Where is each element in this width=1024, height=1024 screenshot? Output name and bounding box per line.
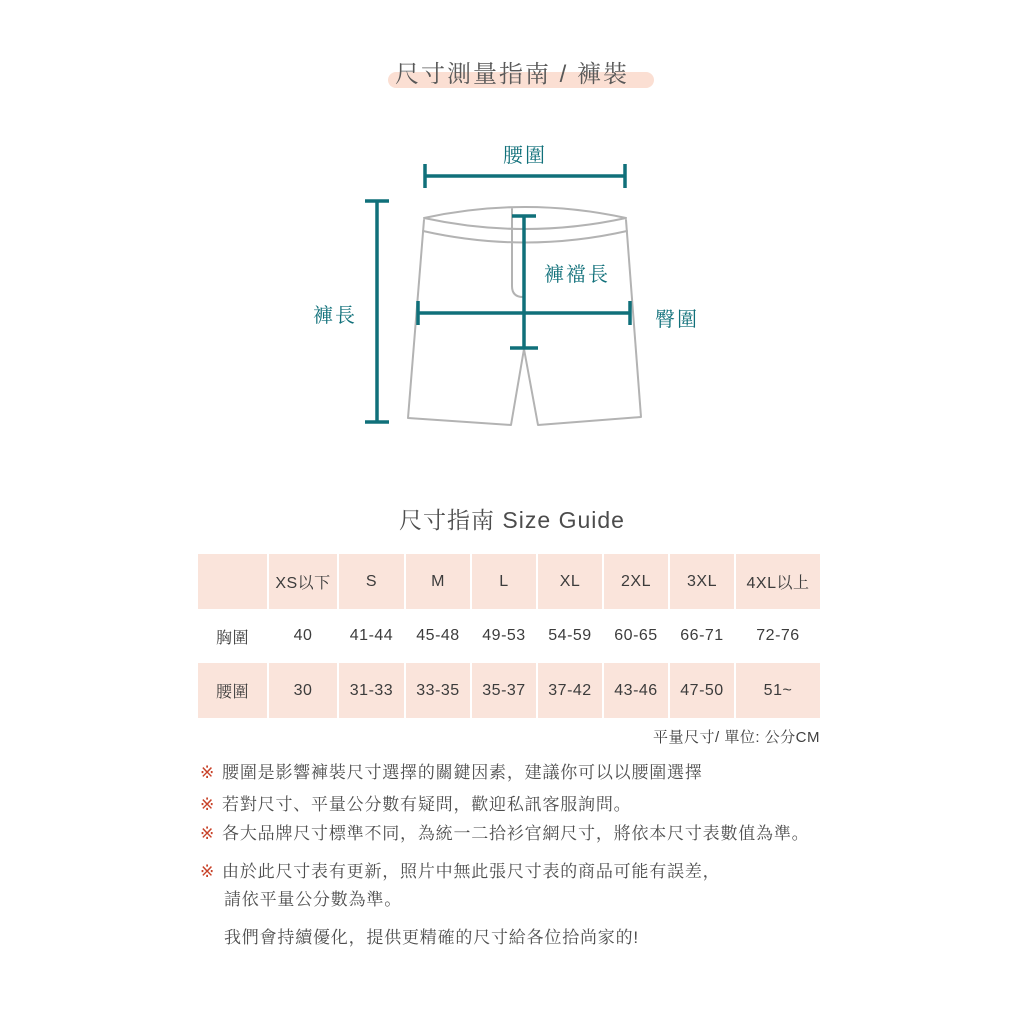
unit-note: 平量尺寸/ 單位: 公分CM bbox=[653, 729, 820, 746]
note-text: 腰圍是影響褲裝尺寸選擇的關鍵因素，建議你可以以腰圍選擇 bbox=[222, 763, 703, 782]
waist-value-l: 35-37 bbox=[472, 663, 538, 718]
shorts-measurement-diagram bbox=[0, 0, 1024, 480]
waist-value-3xl: 47-50 bbox=[670, 663, 736, 718]
chest-value-m: 45-48 bbox=[406, 609, 472, 663]
note-text: 由於此尺寸表有更新，照片中無此張尺寸表的商品可能有誤差， bbox=[222, 862, 721, 881]
chest-value-2xl: 60-65 bbox=[604, 609, 670, 663]
header-cell-3xl: 3XL bbox=[670, 554, 736, 609]
closing-note: 我們會持續優化，提供更精確的尺寸給各位拾尚家的! bbox=[224, 928, 639, 947]
row-label-chest: 胸圍 bbox=[198, 609, 269, 663]
chest-value-s: 41-44 bbox=[339, 609, 406, 663]
row-label-waist: 腰圍 bbox=[198, 663, 269, 718]
note-item-2 bbox=[200, 795, 631, 815]
waist-label: 腰圍 bbox=[503, 145, 547, 167]
header-cell-l: L bbox=[472, 554, 538, 609]
waist-value-2xl: 43-46 bbox=[604, 663, 670, 718]
note-text: 各大品牌尺寸標準不同，為統一二拾衫官網尺寸，將依本尺寸表數值為準。 bbox=[222, 824, 810, 843]
header-cell-2xl: 2XL bbox=[604, 554, 670, 609]
size-guide-heading: 尺寸指南 Size Guide bbox=[399, 507, 625, 533]
note-text: 若對尺寸、平量公分數有疑問，歡迎私訊客服詢問。 bbox=[222, 795, 632, 814]
waist-value-xl: 37-42 bbox=[538, 663, 604, 718]
header-cell-blank bbox=[198, 554, 269, 609]
page-title: 尺寸測量指南 / 褲裝 bbox=[394, 61, 629, 88]
header-cell-4xl: 4XL以上 bbox=[746, 575, 810, 592]
chest-value-4xl: 72-76 bbox=[756, 627, 800, 644]
hip-label: 臀圍 bbox=[655, 309, 699, 331]
waist-value-s: 31-33 bbox=[339, 663, 406, 718]
length-label: 褲長 bbox=[313, 305, 357, 327]
waist-value-4xl: 51~ bbox=[763, 681, 793, 699]
chest-value-xl: 54-59 bbox=[538, 609, 604, 663]
note-marker-icon: ※ bbox=[200, 763, 216, 782]
header-cell-xl: XL bbox=[538, 554, 604, 609]
header-cell-s: S bbox=[339, 554, 406, 609]
waist-value-xs: 30 bbox=[269, 663, 339, 718]
size-table-header-row bbox=[198, 554, 820, 609]
note-marker-icon: ※ bbox=[200, 862, 216, 881]
note-marker-icon: ※ bbox=[200, 795, 216, 814]
header-cell-m: M bbox=[406, 554, 472, 609]
crotch-label: 褲襠長 bbox=[544, 264, 610, 286]
note-item-3 bbox=[200, 824, 809, 844]
chest-value-3xl: 66-71 bbox=[670, 609, 736, 663]
chest-value-xs: 40 bbox=[269, 609, 339, 663]
note-marker-icon: ※ bbox=[200, 824, 216, 843]
measurement-lines bbox=[365, 164, 630, 422]
header-cell-xs: XS以下 bbox=[269, 554, 339, 609]
waist-value-m: 33-35 bbox=[406, 663, 472, 718]
size-table-row-waist bbox=[198, 663, 820, 718]
size-table bbox=[198, 554, 820, 718]
size-table-row-chest bbox=[198, 609, 820, 663]
chest-value-l: 49-53 bbox=[472, 609, 538, 663]
note-item-4-continuation: 請依平量公分數為準。 bbox=[224, 890, 402, 909]
note-item-4 bbox=[200, 862, 720, 882]
note-item-1 bbox=[200, 763, 703, 783]
